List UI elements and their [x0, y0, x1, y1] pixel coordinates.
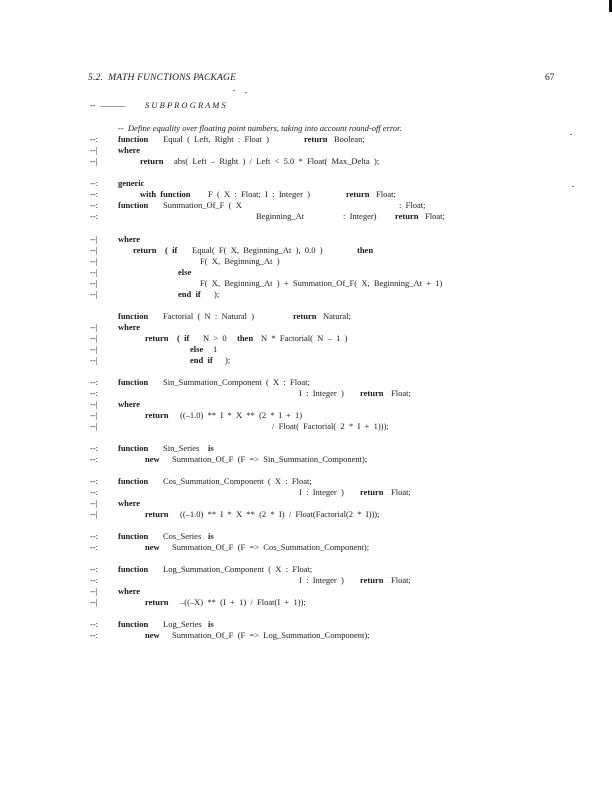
- code-token: );: [214, 289, 220, 299]
- code-token: Boolean;: [334, 134, 365, 144]
- code-token: --|: [90, 355, 98, 365]
- code-token: --:: [90, 178, 99, 188]
- code-token: --|: [90, 256, 98, 266]
- code-keyword: return: [145, 597, 169, 607]
- code-token: Beginning_At: [256, 211, 305, 221]
- running-header-section: 5.2. MATH FUNCTIONS PACKAGE: [88, 73, 237, 83]
- code-token: Summation_Of_F (F => Sin_Summation_Component);: [172, 454, 368, 464]
- code-keyword: where: [118, 399, 141, 409]
- code-token: --|: [90, 509, 98, 519]
- code-token: --:: [90, 134, 99, 144]
- code-token: --|: [90, 399, 98, 409]
- code-keyword: generic: [118, 178, 145, 188]
- code-keyword: where: [118, 322, 141, 332]
- code-token: --|: [90, 410, 98, 420]
- code-token: N > 0: [203, 333, 227, 343]
- code-token: Summation_Of_F ( X: [163, 200, 242, 210]
- code-token: 1: [213, 344, 218, 354]
- code-keyword: with function: [140, 189, 191, 199]
- code-keyword: end if: [178, 289, 201, 299]
- scan-speck: [570, 134, 572, 135]
- code-token: Natural;: [323, 311, 351, 321]
- code-token: --:: [90, 476, 99, 486]
- code-token: N * Factorial( N – 1 ): [261, 333, 348, 343]
- code-keyword: return: [360, 388, 384, 398]
- code-token: --|: [90, 234, 98, 244]
- code-keyword: return: [304, 134, 328, 144]
- code-token: --|: [90, 145, 98, 155]
- code-token: --|: [90, 289, 98, 299]
- code-token: -- ––––––: [90, 100, 126, 110]
- code-keyword: then: [237, 333, 254, 343]
- code-token: Equal ( Left, Right : Float ): [163, 134, 269, 144]
- code-token: Sin_Summation_Component ( X : Float;: [163, 377, 310, 387]
- page-number: 67: [545, 73, 555, 83]
- code-token: --:: [90, 630, 99, 640]
- code-token: --:: [90, 564, 99, 574]
- code-keyword: function: [118, 619, 149, 629]
- code-token: Float;: [425, 211, 445, 221]
- code-keyword: new: [145, 630, 160, 640]
- code-token: --:: [90, 189, 99, 199]
- code-token: Sin_Series: [163, 443, 200, 453]
- code-token: ((–1.0) ** I * X ** (2 * I) / Float(Factorial(2 * I)));: [180, 509, 380, 519]
- code-token: --:: [90, 388, 99, 398]
- code-token: Factorial ( N : Natural ): [163, 311, 255, 321]
- scan-speck: [572, 186, 574, 187]
- code-keyword: is: [208, 619, 214, 629]
- code-token: --|: [90, 245, 98, 255]
- code-keyword: function: [118, 564, 149, 574]
- code-keyword: function: [118, 134, 149, 144]
- code-keyword: else: [178, 267, 192, 277]
- code-token: Log_Summation_Component ( X : Float;: [163, 564, 313, 574]
- code-keyword: return: [360, 487, 384, 497]
- code-token: Float;: [391, 487, 411, 497]
- code-token: --:: [90, 200, 99, 210]
- code-keyword: return: [140, 156, 164, 166]
- code-token: --|: [90, 333, 98, 343]
- code-token: –((–X) ** (I + 1) / Float(I + 1));: [180, 597, 306, 607]
- code-token: Log_Series: [163, 619, 202, 629]
- code-token: Float;: [376, 189, 396, 199]
- code-keyword: ( if: [165, 245, 178, 255]
- code-token: F( X, Beginning_At ) + Summation_Of_F( X, Beginning_At + 1): [200, 278, 443, 288]
- code-token: Equal( F( X, Beginning_At ), 0.0 ): [192, 245, 323, 255]
- code-token: Summation_Of_F (F => Cos_Summation_Component);: [172, 542, 370, 552]
- code-keyword: function: [118, 476, 149, 486]
- code-keyword: end if: [190, 355, 213, 365]
- code-comment: -- Define equality over floating point numbers, taking into account round-off error.: [118, 123, 402, 133]
- code-keyword: return: [145, 333, 169, 343]
- code-token: --|: [90, 156, 98, 166]
- code-token: --:: [90, 531, 99, 541]
- code-token: ((–1.0) ** I * X ** (2 * I + 1): [180, 410, 303, 420]
- code-token: / Float( Factorial( 2 * I + 1)));: [272, 421, 389, 431]
- scan-speck: [245, 92, 247, 93]
- code-token: F ( X : Float; I : Integer ): [208, 189, 310, 199]
- code-token: --:: [90, 619, 99, 629]
- code-token: --:: [90, 211, 99, 221]
- code-comment: S U B P R O G R A M S: [145, 100, 226, 110]
- code-token: Cos_Series: [163, 531, 202, 541]
- code-keyword: is: [208, 531, 214, 541]
- code-keyword: return: [145, 509, 169, 519]
- code-token: I : Integer ): [299, 388, 344, 398]
- code-token: --:: [90, 487, 99, 497]
- code-keyword: function: [118, 531, 149, 541]
- code-token: --:: [90, 377, 99, 387]
- code-keyword: return: [293, 311, 317, 321]
- code-keyword: then: [357, 245, 374, 255]
- code-token: --:: [90, 575, 99, 585]
- code-token: --:: [90, 443, 99, 453]
- code-keyword: function: [118, 200, 149, 210]
- code-keyword: where: [118, 145, 141, 155]
- code-keyword: where: [118, 234, 141, 244]
- code-token: --|: [90, 322, 98, 332]
- code-keyword: return: [395, 211, 419, 221]
- code-token: --:: [90, 542, 99, 552]
- code-keyword: function: [118, 311, 149, 321]
- code-token: : Integer): [343, 211, 377, 221]
- code-keyword: return: [346, 189, 370, 199]
- code-keyword: ( if: [177, 333, 190, 343]
- code-token: --|: [90, 267, 98, 277]
- code-token: I : Integer ): [299, 487, 344, 497]
- code-token: --|: [90, 421, 98, 431]
- code-token: --|: [90, 344, 98, 354]
- scan-speck: [233, 90, 235, 91]
- code-token: abs( Left – Right ) / Left < 5.0 * Float( Max_Delta );: [174, 156, 380, 166]
- code-keyword: else: [190, 344, 204, 354]
- code-token: --|: [90, 498, 98, 508]
- code-keyword: where: [118, 498, 141, 508]
- code-keyword: return: [145, 410, 169, 420]
- code-keyword: function: [118, 443, 149, 453]
- code-token: Cos_Summation_Component ( X : Float;: [163, 476, 312, 486]
- code-token: --|: [90, 597, 98, 607]
- code-token: --|: [90, 586, 98, 596]
- code-keyword: is: [208, 443, 214, 453]
- code-keyword: where: [118, 586, 141, 596]
- code-keyword: return: [133, 245, 157, 255]
- code-token: --:: [90, 454, 99, 464]
- code-token: Float;: [391, 575, 411, 585]
- code-token: Summation_Of_F (F => Log_Summation_Component);: [172, 630, 370, 640]
- code-token: );: [225, 355, 231, 365]
- code-keyword: function: [118, 377, 149, 387]
- code-token: Float;: [391, 388, 411, 398]
- code-token: I : Integer ): [299, 575, 344, 585]
- code-token: --|: [90, 278, 98, 288]
- code-keyword: new: [145, 454, 160, 464]
- code-keyword: new: [145, 542, 160, 552]
- code-token: : Float;: [399, 200, 426, 210]
- code-token: F( X, Beginning_At ): [200, 256, 280, 266]
- code-keyword: return: [360, 575, 384, 585]
